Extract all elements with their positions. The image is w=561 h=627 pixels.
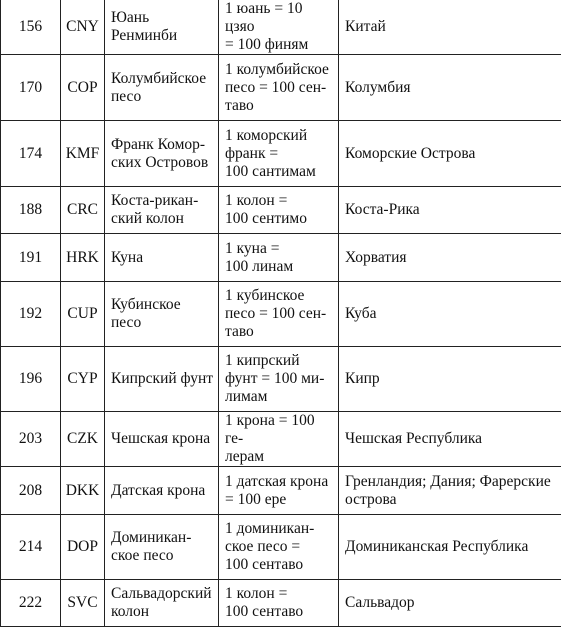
table-row [1, 187, 561, 234]
currency-country: Колумбия [339, 55, 561, 121]
currency-country: Китай [339, 0, 561, 55]
currency-country: Кипр [339, 347, 561, 412]
table-row [1, 412, 561, 467]
currency-country: Гренландия; Дания; Фарерские острова [339, 467, 561, 515]
currency-code: SVC [61, 580, 105, 627]
currency-number: 192 [1, 282, 61, 347]
currency-country: Коста-Рика [339, 187, 561, 234]
table-row [1, 515, 561, 580]
table-row [1, 0, 561, 55]
currency-name: Куна [105, 234, 219, 282]
table-row [1, 347, 561, 412]
currency-name: Кипрский фунт [105, 347, 219, 412]
currency-code: HRK [61, 234, 105, 282]
currency-name: Сальвадорский колон [105, 580, 219, 627]
currency-name: Кубинское песо [105, 282, 219, 347]
currency-subunit: 1 кипрский фунт = 100 ми- лимам [219, 347, 339, 412]
currency-name: Датская крона [105, 467, 219, 515]
currency-name: Юань Ренминби [105, 0, 219, 55]
currency-subunit: 1 колон = 100 сентаво [219, 580, 339, 627]
currency-number: 170 [1, 55, 61, 121]
currency-name: Франк Комор- ских Островов [105, 121, 219, 187]
currency-subunit: 1 колон = 100 сентимо [219, 187, 339, 234]
table-row [1, 282, 561, 347]
currency-country: Хорватия [339, 234, 561, 282]
currency-number: 203 [1, 412, 61, 467]
currency-number: 222 [1, 580, 61, 627]
currency-subunit: 1 кубинское песо = 100 сен- таво [219, 282, 339, 347]
currency-subunit: 1 доминикан- ское песо = 100 сентаво [219, 515, 339, 580]
currency-number: 196 [1, 347, 61, 412]
table-row [1, 580, 561, 627]
table-row [1, 234, 561, 282]
currency-number: 214 [1, 515, 61, 580]
currency-code: CNY [61, 0, 105, 55]
currency-country: Чешская Республика [339, 412, 561, 467]
currency-name: Доминикан- ское песо [105, 515, 219, 580]
currency-number: 208 [1, 467, 61, 515]
currency-code: KMF [61, 121, 105, 187]
currency-code: COP [61, 55, 105, 121]
currency-number: 188 [1, 187, 61, 234]
currency-name: Коста-рикан- ский колон [105, 187, 219, 234]
currency-number: 174 [1, 121, 61, 187]
currency-country: Доминиканская Республика [339, 515, 561, 580]
currency-code: CZK [61, 412, 105, 467]
currency-subunit: 1 колумбийское песо = 100 сен- таво [219, 55, 339, 121]
currency-subunit: 1 куна = 100 линам [219, 234, 339, 282]
table-row [1, 467, 561, 515]
currency-name: Колумбийское песо [105, 55, 219, 121]
table-row [1, 121, 561, 187]
currency-country: Коморские Острова [339, 121, 561, 187]
currency-number: 191 [1, 234, 61, 282]
currency-subunit: 1 юань = 10 цзяо = 100 финям [219, 0, 339, 55]
currency-code: CYP [61, 347, 105, 412]
currency-name: Чешская крона [105, 412, 219, 467]
currency-code: DOP [61, 515, 105, 580]
table-row [1, 55, 561, 121]
currency-subunit: 1 крона = 100 ге- лерам [219, 412, 339, 467]
currency-code: DKK [61, 467, 105, 515]
currency-number: 156 [1, 0, 61, 55]
currency-code: CRC [61, 187, 105, 234]
currency-country: Сальвадор [339, 580, 561, 627]
currency-code: CUP [61, 282, 105, 347]
currency-subunit: 1 датская крона = 100 ере [219, 467, 339, 515]
currency-country: Куба [339, 282, 561, 347]
currency-subunit: 1 коморский франк = 100 сантимам [219, 121, 339, 187]
